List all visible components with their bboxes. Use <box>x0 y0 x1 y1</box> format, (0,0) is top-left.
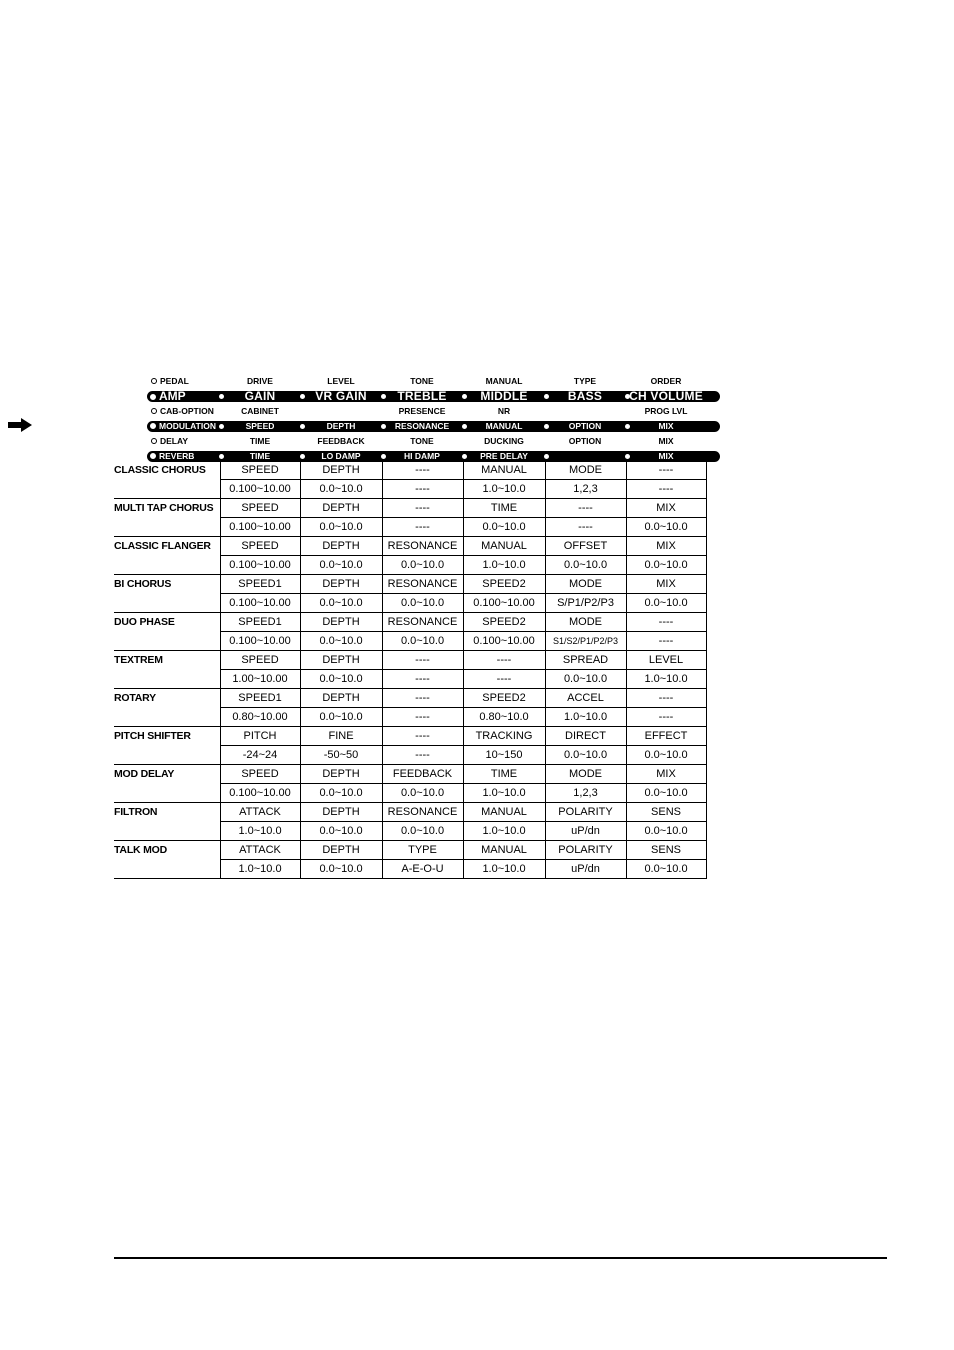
param-name: DEPTH <box>300 499 382 518</box>
table-row <box>114 537 706 556</box>
knob-label: CABINET <box>241 406 279 416</box>
selector-name: PEDAL <box>160 376 189 386</box>
param-name: ---- <box>382 689 463 708</box>
table-row <box>114 727 706 746</box>
param-range: 0.100~10.00 <box>220 784 300 803</box>
param-range: 1.0~10.0 <box>463 860 545 879</box>
param-range: 0.0~10.0 <box>300 518 382 537</box>
param-range: 0.0~10.0 <box>626 746 706 765</box>
table-row <box>114 651 706 670</box>
table-row <box>114 461 706 480</box>
table-row <box>114 575 706 594</box>
selector-name: MODULATION <box>159 421 216 431</box>
param-name: MIX <box>626 499 706 518</box>
param-name: ---- <box>463 651 545 670</box>
knob-label: DEPTH <box>326 421 356 431</box>
knob-label: TYPE <box>573 376 597 386</box>
param-name: ---- <box>382 727 463 746</box>
param-name: SPEED2 <box>463 613 545 632</box>
knob-label: TONE <box>410 436 434 446</box>
param-range: 0.100~10.00 <box>220 556 300 575</box>
selector-panel <box>114 374 720 464</box>
knob-label: MIDDLE <box>480 389 528 403</box>
table-row <box>114 613 706 632</box>
param-range: A-E-O-U <box>382 860 463 879</box>
param-range: S/P1/P2/P3 <box>545 594 626 613</box>
table-row <box>114 841 706 860</box>
param-range: 0.80~10.0 <box>463 708 545 727</box>
param-range: 0.0~10.0 <box>300 708 382 727</box>
param-range: ---- <box>382 480 463 499</box>
param-name: DEPTH <box>300 765 382 784</box>
param-range: -50~50 <box>300 746 382 765</box>
param-name: POLARITY <box>545 803 626 822</box>
knob-label: SPEED <box>245 421 275 431</box>
led-on-icon <box>150 394 156 400</box>
param-range: 0.0~10.0 <box>300 784 382 803</box>
modulation-effects-table <box>114 461 707 879</box>
param-name: MANUAL <box>463 841 545 860</box>
param-name: MIX <box>626 765 706 784</box>
param-range: 0.100~10.00 <box>220 632 300 651</box>
param-range: ---- <box>382 746 463 765</box>
param-name: TRACKING <box>463 727 545 746</box>
param-name: ---- <box>382 651 463 670</box>
param-range: 0.100~10.00 <box>463 594 545 613</box>
knob-label: VR GAIN <box>315 389 367 403</box>
param-name: MODE <box>545 765 626 784</box>
param-range: ---- <box>545 518 626 537</box>
param-range: 0.0~10.0 <box>300 556 382 575</box>
param-range: 1,2,3 <box>545 480 626 499</box>
param-range: 0.0~10.0 <box>300 860 382 879</box>
led-off-icon <box>151 378 157 384</box>
param-name: MANUAL <box>463 461 545 480</box>
param-range: 0.0~10.0 <box>626 822 706 841</box>
selector-name: REVERB <box>159 451 195 461</box>
knob-label: BASS <box>567 389 603 403</box>
led-on-icon <box>150 453 156 459</box>
param-name: OFFSET <box>545 537 626 556</box>
param-range: 1,2,3 <box>545 784 626 803</box>
param-range: 0.0~10.0 <box>382 556 463 575</box>
param-name: SPEED1 <box>220 613 300 632</box>
param-range: -24~24 <box>220 746 300 765</box>
knob-label: LO DAMP <box>321 451 361 461</box>
param-name: SENS <box>626 803 706 822</box>
param-range: 0.100~10.00 <box>220 480 300 499</box>
param-name: EFFECT <box>626 727 706 746</box>
arrow-right-icon <box>8 418 32 432</box>
selector-label <box>151 374 189 389</box>
param-name: MODE <box>545 613 626 632</box>
param-name: ---- <box>382 499 463 518</box>
param-range: 1.0~10.0 <box>463 556 545 575</box>
knob-label: HI DAMP <box>404 451 440 461</box>
param-name: DEPTH <box>300 803 382 822</box>
param-name: SPEED <box>220 537 300 556</box>
param-name: DIRECT <box>545 727 626 746</box>
effect-name: MULTI TAP CHORUS <box>114 499 220 537</box>
knob-label: TREBLE <box>397 389 447 403</box>
param-name: DEPTH <box>300 613 382 632</box>
param-name: SPEED2 <box>463 575 545 594</box>
param-name: ---- <box>382 461 463 480</box>
param-name: SPEED1 <box>220 575 300 594</box>
param-name: RESONANCE <box>382 613 463 632</box>
param-name: MANUAL <box>463 803 545 822</box>
led-off-icon <box>151 408 157 414</box>
knob-label: MIX <box>658 451 674 461</box>
param-range: 1.0~10.0 <box>463 784 545 803</box>
effect-name: FILTRON <box>114 803 220 841</box>
knob-label: PRE DELAY <box>480 451 528 461</box>
param-name: DEPTH <box>300 461 382 480</box>
param-name: ---- <box>545 499 626 518</box>
effect-name: TEXTREM <box>114 651 220 689</box>
param-name: MIX <box>626 575 706 594</box>
table-row <box>114 765 706 784</box>
param-range: 0.0~10.0 <box>626 556 706 575</box>
knob-label: TONE <box>410 376 434 386</box>
param-range: uP/dn <box>545 822 626 841</box>
param-range: 1.0~10.0 <box>220 860 300 879</box>
knob-label: OPTION <box>568 436 602 446</box>
knob-label: RESONANCE <box>394 421 450 431</box>
effect-name: CLASSIC FLANGER <box>114 537 220 575</box>
knob-label: MANUAL <box>485 421 523 431</box>
param-name: MODE <box>545 575 626 594</box>
param-range: ---- <box>626 480 706 499</box>
param-range: 0.0~10.0 <box>626 860 706 879</box>
selector-label <box>151 434 188 449</box>
knob-label: TIME <box>249 436 271 446</box>
effect-name: ROTARY <box>114 689 220 727</box>
param-name: RESONANCE <box>382 575 463 594</box>
selector-row-modulation <box>114 419 720 434</box>
param-range: 0.0~10.0 <box>300 670 382 689</box>
param-range: 0.100~10.00 <box>463 632 545 651</box>
selector-name: AMP <box>159 389 186 403</box>
knob-label: OPTION <box>568 421 602 431</box>
knob-label: MIX <box>658 436 674 446</box>
param-name: DEPTH <box>300 689 382 708</box>
param-range: S1/S2/P1/P2/P3 <box>545 632 626 651</box>
param-range: 0.0~10.0 <box>626 594 706 613</box>
param-name: SPEED2 <box>463 689 545 708</box>
param-range: 0.0~10.0 <box>300 632 382 651</box>
param-range: 1.0~10.0 <box>463 822 545 841</box>
knob-label: PRESENCE <box>398 406 446 416</box>
knob-label: PROG LVL <box>644 406 688 416</box>
param-range: 0.0~10.0 <box>382 594 463 613</box>
param-name: SPEED <box>220 651 300 670</box>
selector-row-delay <box>114 434 720 449</box>
param-name: DEPTH <box>300 841 382 860</box>
param-range: ---- <box>626 632 706 651</box>
param-range: ---- <box>626 708 706 727</box>
param-range: 1.0~10.0 <box>545 708 626 727</box>
param-name: TIME <box>463 499 545 518</box>
param-name: DEPTH <box>300 575 382 594</box>
knob-label <box>544 404 626 419</box>
param-range: 1.0~10.0 <box>626 670 706 689</box>
param-range: ---- <box>382 708 463 727</box>
effect-name: PITCH SHIFTER <box>114 727 220 765</box>
param-range: 0.0~10.0 <box>382 784 463 803</box>
knob-label: CH VOLUME <box>629 389 703 403</box>
param-range: 0.0~10.0 <box>545 746 626 765</box>
param-name: SPEED <box>220 765 300 784</box>
param-name: SPEED <box>220 499 300 518</box>
param-name: ACCEL <box>545 689 626 708</box>
param-range: 0.100~10.00 <box>220 518 300 537</box>
param-range: 0.0~10.0 <box>545 556 626 575</box>
effect-name: CLASSIC CHORUS <box>114 461 220 499</box>
knob-label <box>300 404 382 419</box>
param-name: LEVEL <box>626 651 706 670</box>
param-range: 0.0~10.0 <box>300 480 382 499</box>
knob-label: LEVEL <box>327 376 355 386</box>
param-name: RESONANCE <box>382 537 463 556</box>
param-name: ---- <box>626 689 706 708</box>
knob-label: MIX <box>658 421 674 431</box>
param-name: MIX <box>626 537 706 556</box>
effect-name: BI CHORUS <box>114 575 220 613</box>
knob-label: ORDER <box>650 376 682 386</box>
param-range: 1.0~10.0 <box>220 822 300 841</box>
effect-name: MOD DELAY <box>114 765 220 803</box>
param-name: FINE <box>300 727 382 746</box>
param-name: FEEDBACK <box>382 765 463 784</box>
param-name: MANUAL <box>463 537 545 556</box>
knob-label: GAIN <box>244 389 276 403</box>
selector-label <box>150 419 216 434</box>
selector-name: DELAY <box>160 436 189 446</box>
selector-row-cab-option <box>114 404 720 419</box>
knob-label: DRIVE <box>247 376 273 386</box>
selector-label <box>151 404 214 419</box>
param-name: ATTACK <box>220 803 300 822</box>
param-name: PITCH <box>220 727 300 746</box>
knob-label: TIME <box>249 451 271 461</box>
selector-row-amp <box>114 389 720 404</box>
led-off-icon <box>151 438 157 444</box>
selector-label <box>150 389 186 404</box>
param-name: ATTACK <box>220 841 300 860</box>
param-range: 0.0~10.0 <box>300 822 382 841</box>
param-range: 10~150 <box>463 746 545 765</box>
param-name: DEPTH <box>300 537 382 556</box>
param-name: TIME <box>463 765 545 784</box>
param-range: 0.0~10.0 <box>382 822 463 841</box>
led-on-icon <box>150 423 156 429</box>
param-name: DEPTH <box>300 651 382 670</box>
param-name: RESONANCE <box>382 803 463 822</box>
param-range: 0.0~10.0 <box>382 632 463 651</box>
table-row <box>114 689 706 708</box>
knob-label: FEEDBACK <box>317 436 365 446</box>
param-name: POLARITY <box>545 841 626 860</box>
effect-name: TALK MOD <box>114 841 220 879</box>
param-range: 0.0~10.0 <box>626 518 706 537</box>
param-range: ---- <box>382 670 463 689</box>
knob-label: NR <box>497 406 511 416</box>
param-range: 0.0~10.0 <box>463 518 545 537</box>
param-name: SPEED1 <box>220 689 300 708</box>
table-row <box>114 499 706 518</box>
param-range: uP/dn <box>545 860 626 879</box>
param-name: SENS <box>626 841 706 860</box>
param-range: ---- <box>382 518 463 537</box>
selector-name: CAB-OPTION <box>160 406 214 416</box>
param-range: 0.0~10.0 <box>545 670 626 689</box>
param-range: 0.0~10.0 <box>300 594 382 613</box>
param-name: MODE <box>545 461 626 480</box>
param-range: ---- <box>463 670 545 689</box>
param-range: 0.100~10.00 <box>220 594 300 613</box>
knob-label: MANUAL <box>485 376 523 386</box>
param-name: ---- <box>626 461 706 480</box>
table-row <box>114 803 706 822</box>
footer-rule <box>114 1257 887 1259</box>
effect-name: DUO PHASE <box>114 613 220 651</box>
param-name: ---- <box>626 613 706 632</box>
param-range: 1.00~10.00 <box>220 670 300 689</box>
param-name: TYPE <box>382 841 463 860</box>
selector-row-pedal <box>114 374 720 389</box>
knob-label: DUCKING <box>484 436 524 446</box>
param-range: 0.0~10.0 <box>626 784 706 803</box>
param-name: SPEED <box>220 461 300 480</box>
param-range: 0.80~10.00 <box>220 708 300 727</box>
param-range: 1.0~10.0 <box>463 480 545 499</box>
param-name: SPREAD <box>545 651 626 670</box>
